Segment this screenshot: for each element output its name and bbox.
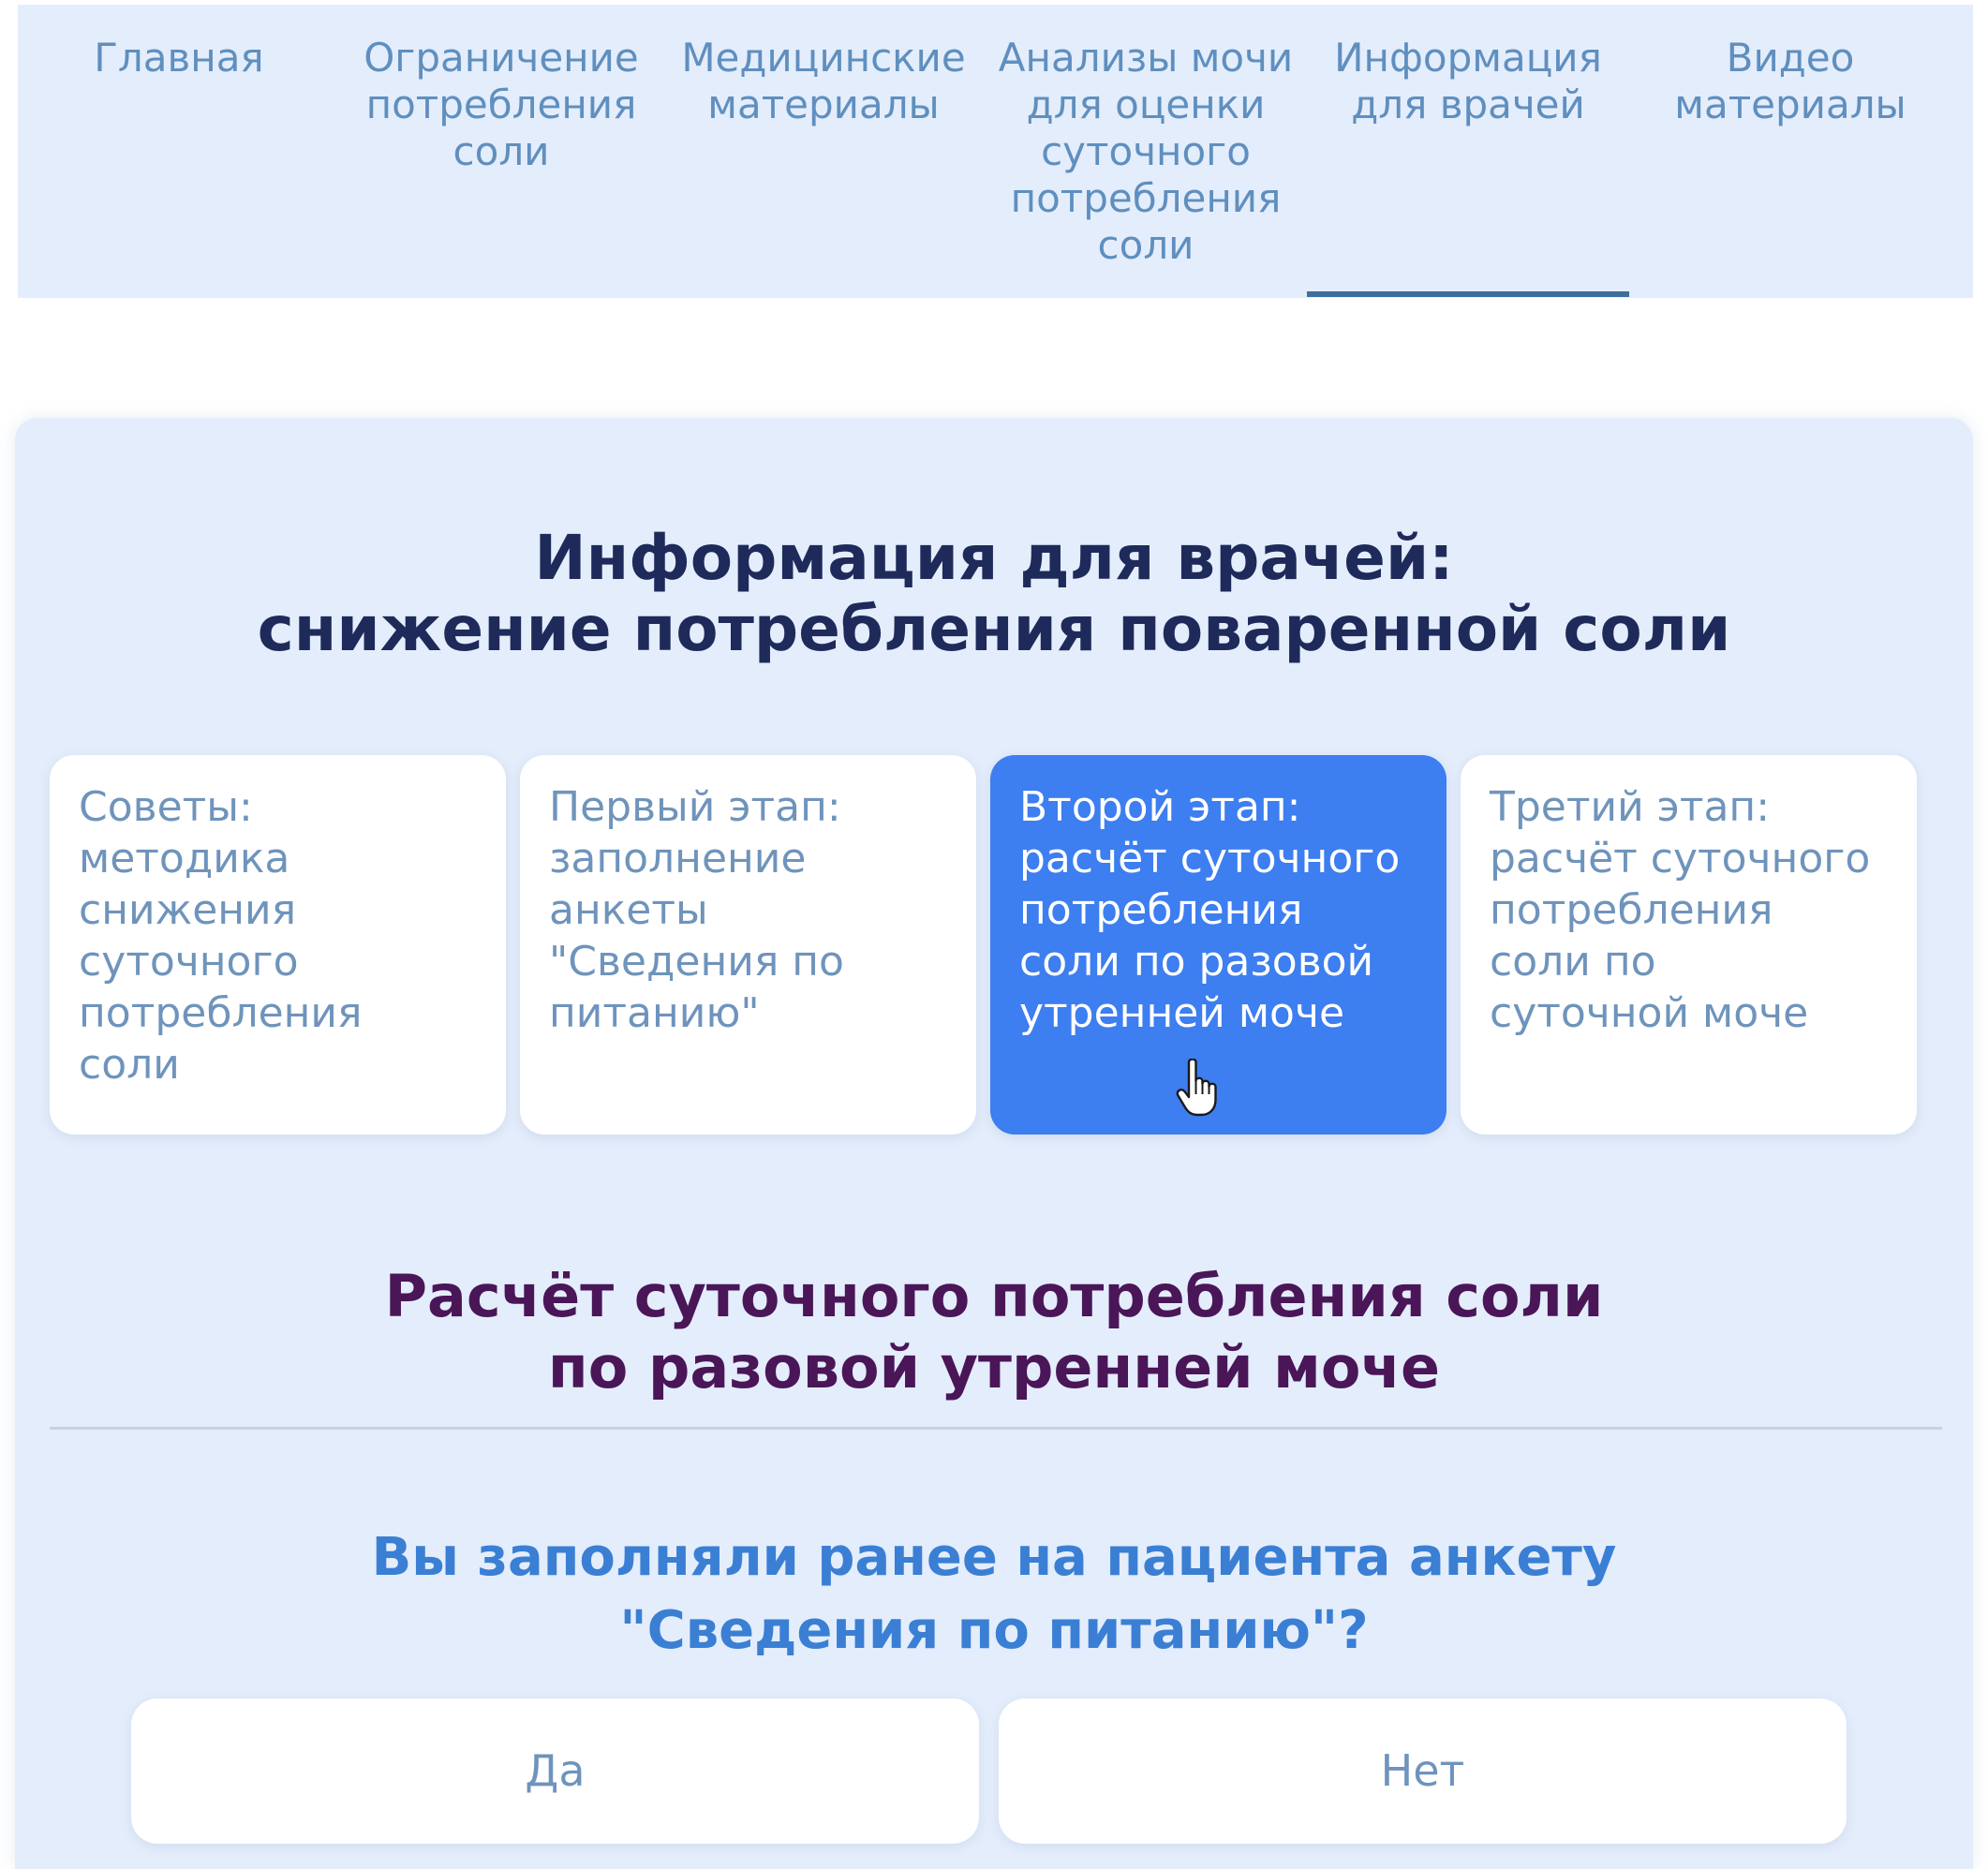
nav-item-urine-tests[interactable]: Анализы мочи для оценки суточного потребления соли <box>998 35 1294 268</box>
nav-item-home[interactable]: Главная <box>94 35 264 81</box>
section-title: Расчёт суточного потребления соли по разовой утренней моче <box>384 1262 1604 1402</box>
question-text: Вы заполняли ранее на пациента анкету "Сведения по питанию"? <box>371 1527 1617 1661</box>
section-divider <box>50 1427 1942 1430</box>
page-title: Информация для врачей: снижение потребления поваренной соли <box>257 522 1731 665</box>
card-stage-two[interactable]: Второй этап: расчёт суточного потребления соли по разовой утренней моче <box>990 755 1446 1135</box>
card-stage-three[interactable]: Третий этап: расчёт суточного потребления соли по суточной моче <box>1461 755 1917 1135</box>
card-stage-one[interactable]: Первый этап: заполнение анкеты "Сведения по питанию" <box>520 755 976 1135</box>
main-panel <box>15 418 1973 1869</box>
hand-pointer-icon <box>1176 1059 1223 1117</box>
stage-cards <box>50 755 1919 1135</box>
nav-item-medical-materials[interactable]: Медицинские материалы <box>681 35 966 127</box>
nav-item-for-doctors[interactable]: Информация для врачей <box>1307 5 1629 298</box>
nav-item-video-materials[interactable]: Видео материалы <box>1674 35 1906 127</box>
yes-button[interactable]: Да <box>131 1698 979 1844</box>
nav-item-salt-restriction[interactable]: Ограничение потребления соли <box>363 35 639 174</box>
card-tips[interactable]: Советы: методика снижения суточного потребления соли <box>50 755 506 1135</box>
no-button[interactable]: Нет <box>999 1698 1847 1844</box>
top-navigation <box>18 5 1973 298</box>
